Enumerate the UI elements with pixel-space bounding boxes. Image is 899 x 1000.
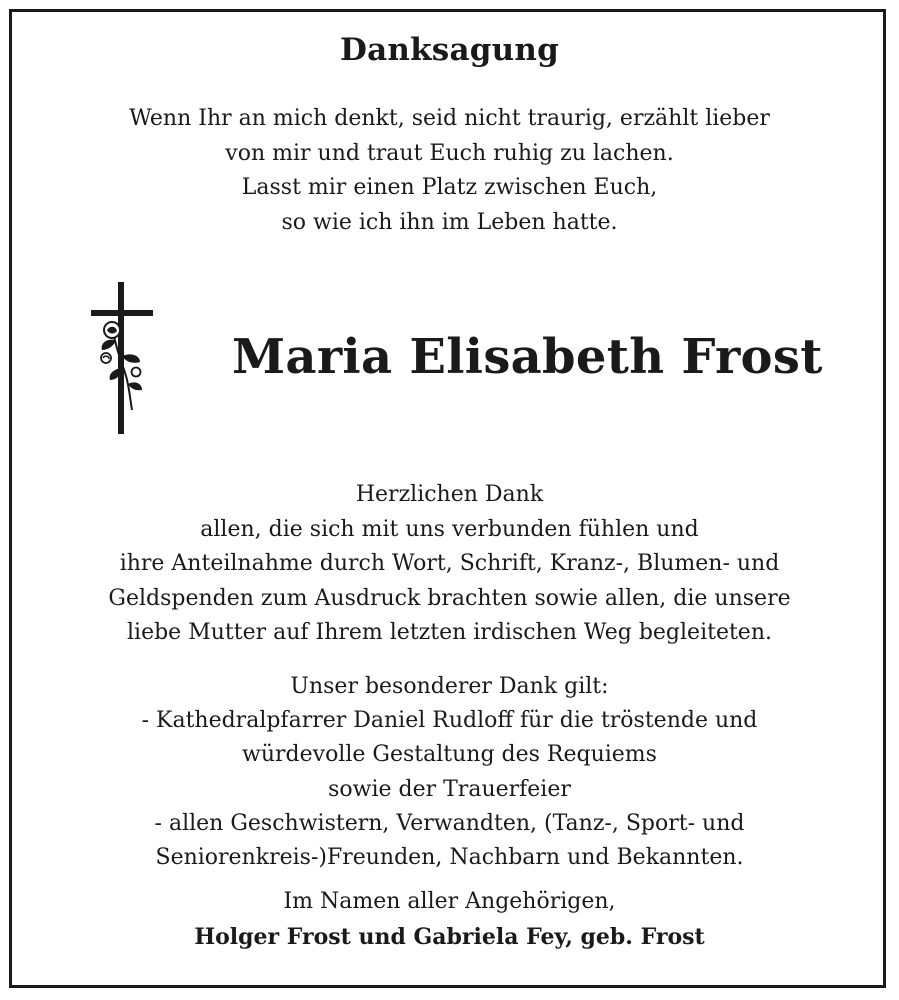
thanks-line: allen, die sich mit uns verbunden fühlen und	[200, 516, 699, 542]
poem-block	[0, 102, 899, 240]
deceased-name: Maria Elisabeth Frost	[232, 329, 823, 385]
poem-line: Lasst mir einen Platz zwischen Euch,	[241, 175, 658, 200]
special-thanks-line: - Kathedralpfarrer Daniel Rudloff für die tröstende und	[141, 708, 758, 734]
poem-line: Wenn Ihr an mich denkt, seid nicht traurig, erzählt lieber	[129, 106, 770, 131]
thanks-line: ihre Anteilnahme durch Wort, Schrift, Kranz-, Blumen- und	[119, 551, 780, 576]
poem-line: von mir und traut Euch ruhig zu lachen.	[225, 140, 674, 166]
closing-line: Im Namen aller Angehörigen,	[283, 889, 616, 914]
special-thanks-line: Unser besonderer Dank gilt:	[290, 674, 609, 699]
thanks-line: Geldspenden zum Ausdruck brachten sowie allen, die unsere	[108, 585, 791, 611]
signers: Holger Frost und Gabriela Fey, geb. Frost	[194, 923, 705, 950]
special-thanks-line: - allen Geschwistern, Verwandten, (Tanz-, Sport- und	[154, 810, 745, 836]
special-thanks-line: sowie der Trauerfeier	[328, 776, 571, 802]
closing-block	[0, 885, 899, 954]
special-thanks-line: würdevolle Gestaltung des Requiems	[242, 742, 657, 768]
thanks-line: Herzlichen Dank	[355, 482, 544, 507]
special-thanks-block	[0, 670, 899, 875]
notice-heading: Danksagung	[340, 32, 559, 68]
cross-with-rose-icon	[86, 280, 158, 436]
poem-line: so wie ich ihn im Leben hatte.	[281, 209, 618, 235]
thanks-block	[0, 478, 899, 651]
thanks-line: liebe Mutter auf Ihrem letzten irdischen Weg begleiteten.	[127, 620, 772, 645]
special-thanks-line: Seniorenkreis-)Freunden, Nachbarn und Bekannten.	[155, 845, 744, 871]
